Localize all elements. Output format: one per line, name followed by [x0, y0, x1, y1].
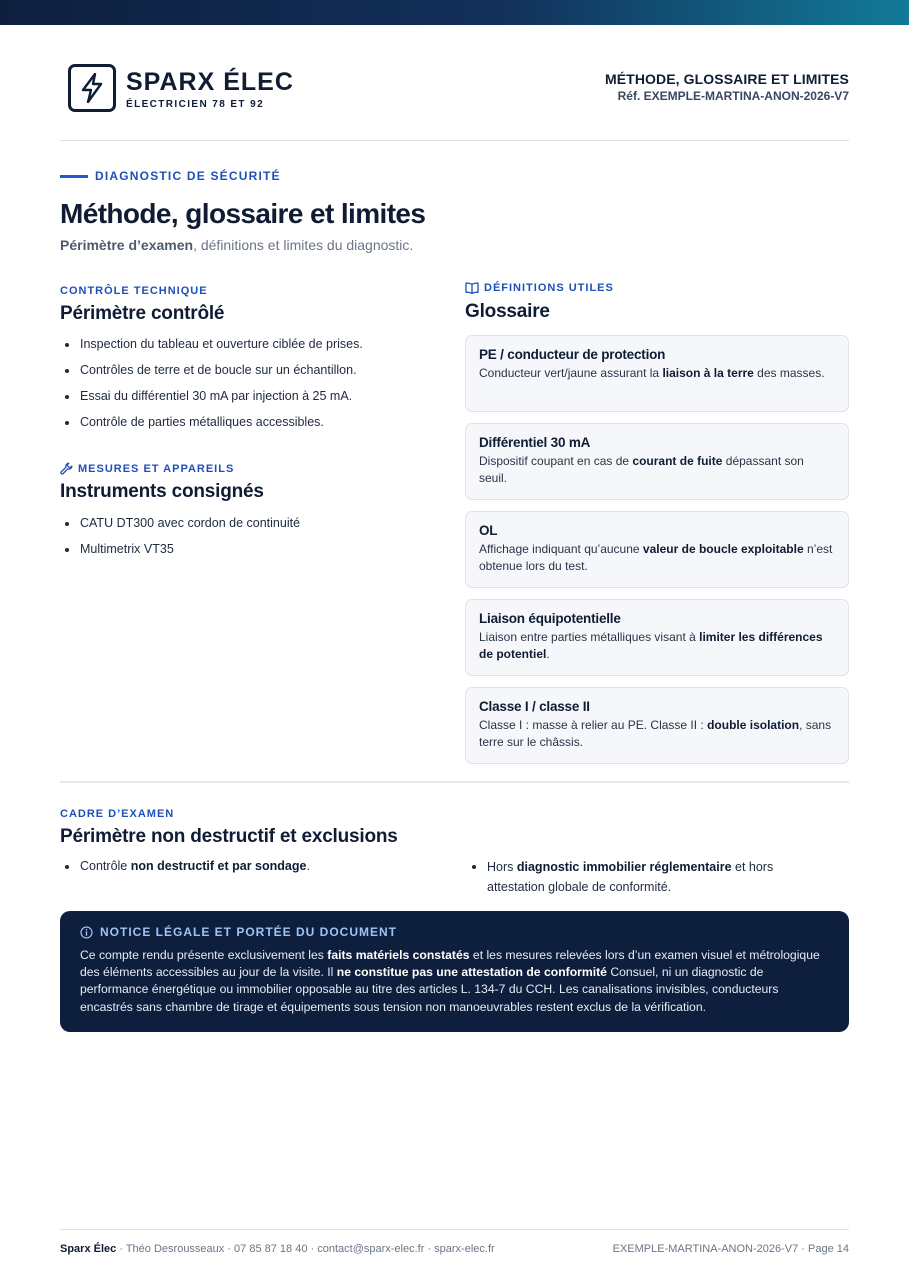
cadre-kicker-text: CADRE D’EXAMEN [60, 808, 175, 820]
mesures-kicker [60, 462, 234, 475]
wrench-icon [60, 462, 73, 475]
brand-tagline: ÉLECTRICIEN 78 ET 92 [126, 99, 265, 110]
page-title: Méthode, glossaire et limites [60, 198, 426, 229]
book-icon [465, 282, 479, 294]
page-subtitle [60, 237, 413, 253]
definition-emphasis: courant de fuite [632, 454, 723, 468]
glossary-term: PE / conducteur de protection [479, 347, 666, 362]
glossary-card-liaison [465, 599, 849, 676]
definition-text: dépassant son seuil. [479, 454, 804, 485]
definition-text: Dispositif coupant en cas de [479, 454, 633, 468]
item-text: Contrôle [80, 859, 131, 873]
list-item: Contrôle de parties métalliques accessibles. [60, 413, 450, 432]
notice-text: et les mesures relevées lors d’un examen visuel et métrologique des éléments accessibles au jour de la visite. Il [80, 948, 820, 980]
perimetre-list [60, 335, 450, 432]
definition-text: , sans terre sur le châssis. [479, 718, 832, 749]
glossary-definition [479, 717, 835, 751]
notice-header [80, 925, 829, 939]
footer-divider [60, 1229, 849, 1230]
definition-text: . [546, 647, 550, 661]
list-item: Contrôles de terre et de boucle sur un échantillon. [60, 361, 450, 380]
item-text: et hors attestation globale de conformité. [487, 860, 774, 894]
glossary-definition [479, 629, 835, 663]
info-icon [80, 926, 93, 939]
definition-emphasis: limiter les différences de potentiel [479, 630, 823, 661]
notice-emphasis: faits matériels constatés [327, 948, 470, 962]
glossary-term: OL [479, 523, 498, 538]
glossary-term: Classe I / classe II [479, 699, 590, 714]
glossary-card-differentiel [465, 423, 849, 500]
header-title: MÉTHODE, GLOSSAIRE ET LIMITES [604, 71, 849, 87]
page-header [60, 64, 849, 116]
perimetre-title: Périmètre contrôlé [60, 303, 225, 324]
footer-contact-text: · Théo Desrousseaux · 07 85 87 18 40 · contact@sparx-elec.fr · sparx-elec.fr [116, 1243, 495, 1255]
item-emphasis: non destructif et par sondage [130, 859, 307, 873]
notice-text: Ce compte rendu présente exclusivement les [80, 948, 328, 962]
glossaire-title: Glossaire [465, 301, 550, 322]
notice-text: Consuel, ni un diagnostic de performance énergétique ou immobilier opposable au titre des articles L. 134-7 du CCH. Les canalisations invisibles, conducteurs encastrés sans chambre de tirage et équipements sous tension non manoeuvrables restent exclus de la vérification. [80, 965, 779, 1014]
list-item: CATU DT300 avec cordon de continuité [60, 514, 450, 533]
lightning-bolt-icon [80, 73, 104, 103]
glossary-definition [479, 541, 835, 575]
definition-emphasis: double isolation [707, 718, 800, 732]
header-divider [60, 140, 849, 141]
subtitle-rest: , définitions et limites du diagnostic. [193, 237, 414, 253]
glossaire-kicker-text: DÉFINITIONS UTILES [484, 282, 614, 294]
definition-text: Classe I : masse à relier au PE. Classe II : [479, 718, 708, 732]
subtitle-bold: Périmètre d’examen [60, 237, 194, 253]
definition-text: Affichage indiquant qu’aucune [479, 542, 643, 556]
notice-body [80, 947, 829, 1016]
list-item: Inspection du tableau et ouverture ciblée de prises. [60, 335, 450, 354]
glossary-term: Différentiel 30 mA [479, 435, 591, 450]
cadre-list-left [60, 857, 450, 876]
perimetre-kicker-text: CONTRÔLE TECHNIQUE [60, 285, 208, 297]
mesures-list [60, 514, 450, 559]
kicker-accent-line [60, 175, 88, 178]
glossaire-kicker [465, 282, 614, 294]
cadre-list-right [467, 857, 817, 897]
glossary-card-classe [465, 687, 849, 764]
list-item [60, 857, 450, 876]
glossary-definition [479, 365, 835, 382]
perimetre-kicker [60, 285, 208, 297]
notice-emphasis: ne constitue pas une attestation de conformité [336, 965, 607, 980]
list-item [467, 857, 817, 897]
footer-page-ref: EXEMPLE-MARTINA-ANON-2026-V7 · Page 14 [612, 1243, 849, 1255]
footer-contact [60, 1243, 495, 1255]
glossary-card-ol [465, 511, 849, 588]
glossary-term: Liaison équipotentielle [479, 611, 621, 626]
definition-text: Conducteur vert/jaune assurant la [479, 366, 663, 380]
footer-brand: Sparx Élec [60, 1243, 117, 1255]
definition-text: n’est obtenue lors du test. [479, 542, 833, 573]
brand-name: SPARX ÉLEC [126, 68, 294, 96]
definition-text: des masses. [753, 366, 825, 380]
header-meta [605, 71, 849, 103]
glossary-card-pe [465, 335, 849, 412]
legal-notice [60, 911, 849, 1032]
glossary-definition [479, 453, 835, 487]
definition-text: Liaison entre parties métalliques visant à [479, 630, 700, 644]
definition-emphasis: liaison à la terre [662, 366, 754, 380]
header-reference: Réf. EXEMPLE-MARTINA-ANON-2026-V7 [617, 89, 849, 103]
list-item: Multimetrix VT35 [60, 540, 450, 559]
list-item: Essai du différentiel 30 mA par injection à 25 mA. [60, 387, 450, 406]
cadre-kicker [60, 808, 174, 820]
section-divider [60, 781, 849, 783]
intro-kicker: DIAGNOSTIC DE SÉCURITÉ [95, 169, 281, 183]
item-emphasis: diagnostic immobilier réglementaire [516, 860, 732, 874]
notice-title: NOTICE LÉGALE ET PORTÉE DU DOCUMENT [100, 925, 398, 939]
item-text: . [306, 859, 310, 873]
cadre-title: Périmètre non destructif et exclusions [60, 826, 398, 847]
logo [68, 64, 116, 112]
item-text: Hors [487, 860, 517, 874]
mesures-title: Instruments consignés [60, 481, 264, 502]
mesures-kicker-text: MESURES ET APPAREILS [78, 462, 235, 475]
definition-emphasis: valeur de boucle exploitable [642, 542, 804, 556]
top-accent-bar [0, 0, 909, 25]
